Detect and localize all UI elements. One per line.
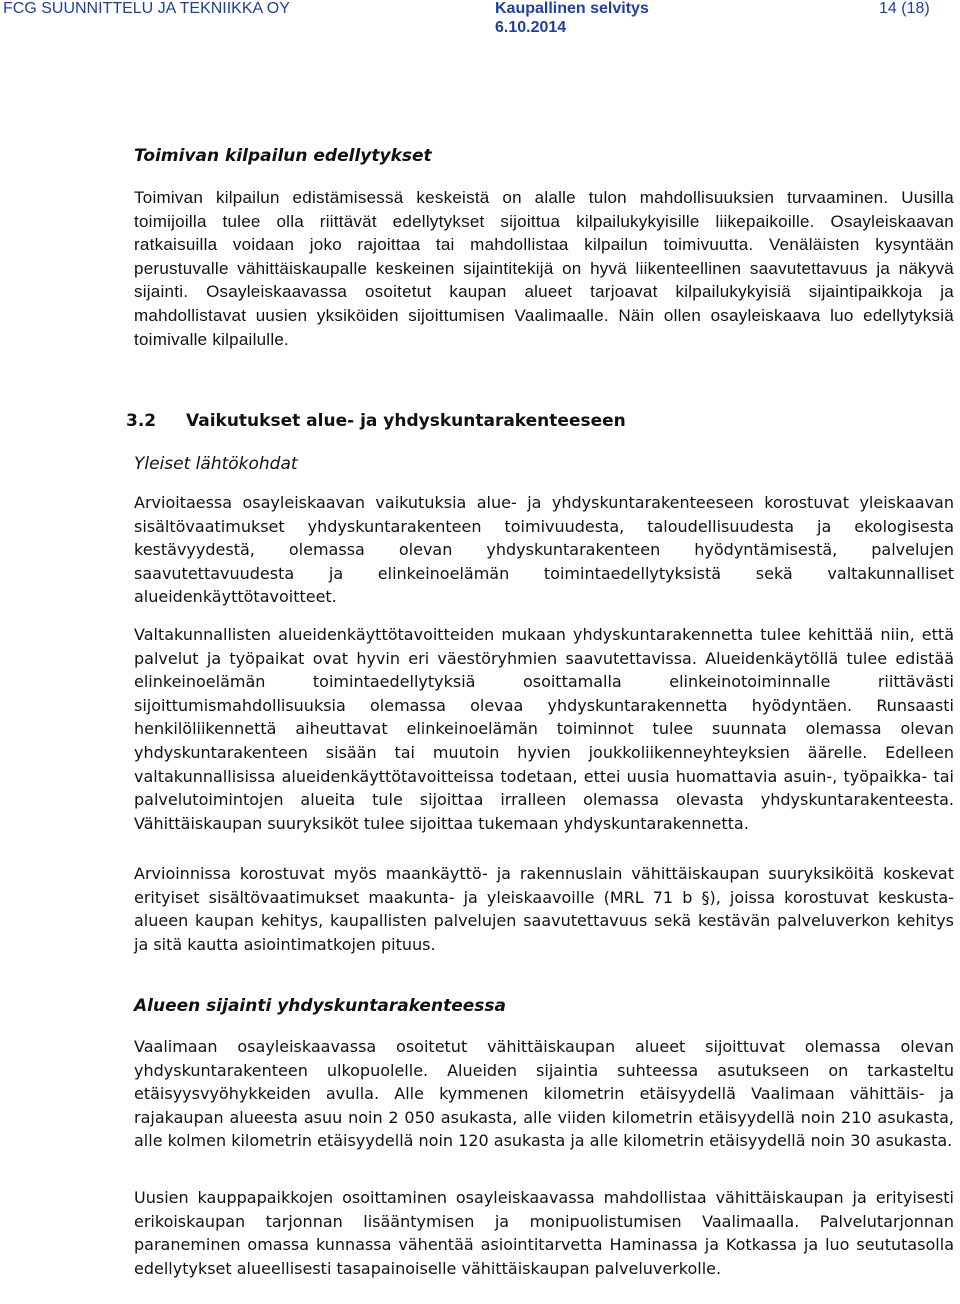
heading-competition: Toimivan kilpailun edellytykset [134, 146, 432, 166]
paragraph-building-act: Arvioinnissa korostuvat myös maankäyttö- ja rakennuslain vähittäiskaupan suuryksiköitä koskevat erityiset sisältövaatimukset maakunta- ja yleiskaavoille (MRL 71 b §), joissa korostuvat keskusta-alueen kaupan kehitys, kaupallisten palvelujen saavutettavuus sekä kestävän palveluverkon kehitys ja sitä kautta asiointimatkojen pituus. [134, 864, 954, 954]
paragraph-location: Vaalimaan osayleiskaavassa osoitetut vähittäiskaupan alueet sijoittuvat olemassa olevan yhdyskuntarakenteen ulkopuolelle. Alueiden sijaintia suhteessa asutukseen on tarkasteltu etäisyysvyöhykkeiden avulla. Alle kymmenen kilometrin etäisyydellä Vaalimaan vähittäis- ja rajakaupan alueesta asuu noin 2 050 asukasta, alle viiden kilometrin etäisyydellä noin 210 asukasta, alle kolmen kilometrin etäisyydellä noin 120 asukasta ja alle kilometrin etäisyydellä noin 30 asukasta. [134, 1037, 954, 1151]
company-name: FCG SUUNNITTELU JA TEKNIIKKA OY [3, 0, 290, 17]
document-date: 6.10.2014 [495, 19, 567, 36]
section-title: Vaikutukset alue- ja yhdyskuntarakenteeseen [186, 411, 626, 431]
paragraph-national-goals: Valtakunnallisten alueidenkäyttötavoitteiden mukaan yhdyskuntarakennetta tulee kehittää niin, että palvelut ja työpaikat ovat hyvin eri väestöryhmien saavutettavissa. Alueidenkäytöllä tulee edistää elinkeinoelämän toimintaedellytyksiä osoittamalla elinkeinotoiminnalle riittävästi sijoittumismahdollisuuksia olemassa olevaa yhdyskuntarakennetta hyödyntäen. Runsaasti henkilöliikennettä aiheuttavat elinkeinoelämän toiminnot tulee suunnata olemassa olevan yhdyskuntarakenteen sisään tai muutoin hyvien joukkoliikenneyhteyksien äärelle. Edelleen valtakunnallisissa alueidenkäyttötavoitteissa todetaan, ettei uusia huomattavia asuin-, työpaikka- tai palvelutoimintojen alueita tule sijoittaa irralleen olemassa olevasta yhdyskuntarakenteesta. Vähittäiskaupan suuryksiköt tulee sijoittaa tukemaan yhdyskuntarakennetta. [134, 625, 954, 833]
subheading-general: Yleiset lähtökohdat [134, 454, 298, 474]
document-type: Kaupallinen selvitys [495, 0, 649, 17]
paragraph-new-stores: Uusien kauppapaikkojen osoittaminen osayleiskaavassa mahdollistaa vähittäiskaupan ja erityisesti erikoiskaupan tarjonnan lisääntymisen ja monipuolistumisen Vaalimaalla. Palvelutarjonnan paraneminen omassa kunnassa vähentää asiointitarvetta Haminassa ja Kotkassa ja luo seututasolla edellytykset alueellisesti tasapainoiselle vähittäiskaupan palveluverkolle. [134, 1188, 954, 1278]
heading-location: Alueen sijainti yhdyskuntarakenteessa [134, 996, 506, 1016]
page-number: 14 (18) [879, 0, 930, 17]
section-heading-3-2 [126, 411, 626, 431]
page-header [0, 0, 960, 40]
paragraph-competition: Toimivan kilpailun edistämisessä keskeistä on alalle tulon mahdollisuuksien turvaaminen. Uusilla toimijoilla tulee olla riittävät edellytykset sijoittua kilpailukykyisille liikepaikoille. Osayleiskaavan ratkaisuilla voidaan joko rajoittaa tai mahdollistaa kilpailun toimivuutta. Venäläisten kysyntään perustuvalle vähittäiskaupalle keskeinen sijaintitekijä on hyvä liikenteellinen saavutettavuus ja näkyvä sijainti. Osayleiskaavassa osoitetut kaupan alueet tarjoavat kilpailukykyisiä sijaintipaikkoja ja mahdollistavat uusien yksiköiden sijoittumisen Vaalimaalle. Näin ollen osayleiskaava luo edellytyksiä toimivalle kilpailulle. [134, 188, 954, 349]
section-number: 3.2 [126, 411, 157, 431]
paragraph-assessment: Arvioitaessa osayleiskaavan vaikutuksia alue- ja yhdyskuntarakenteeseen korostuvat yleiskaavan sisältövaatimukset yhdyskuntarakenteen toimivuudesta, taloudellisuudesta ja ekologisesta kestävyydestä, olemassa olevan yhdyskuntarakenteen hyödyntämisestä, palvelujen saavutettavuudesta ja elinkeinoelämän toimintaedellytyksistä sekä valtakunnalliset alueidenkäyttötavoitteet. [134, 493, 954, 607]
